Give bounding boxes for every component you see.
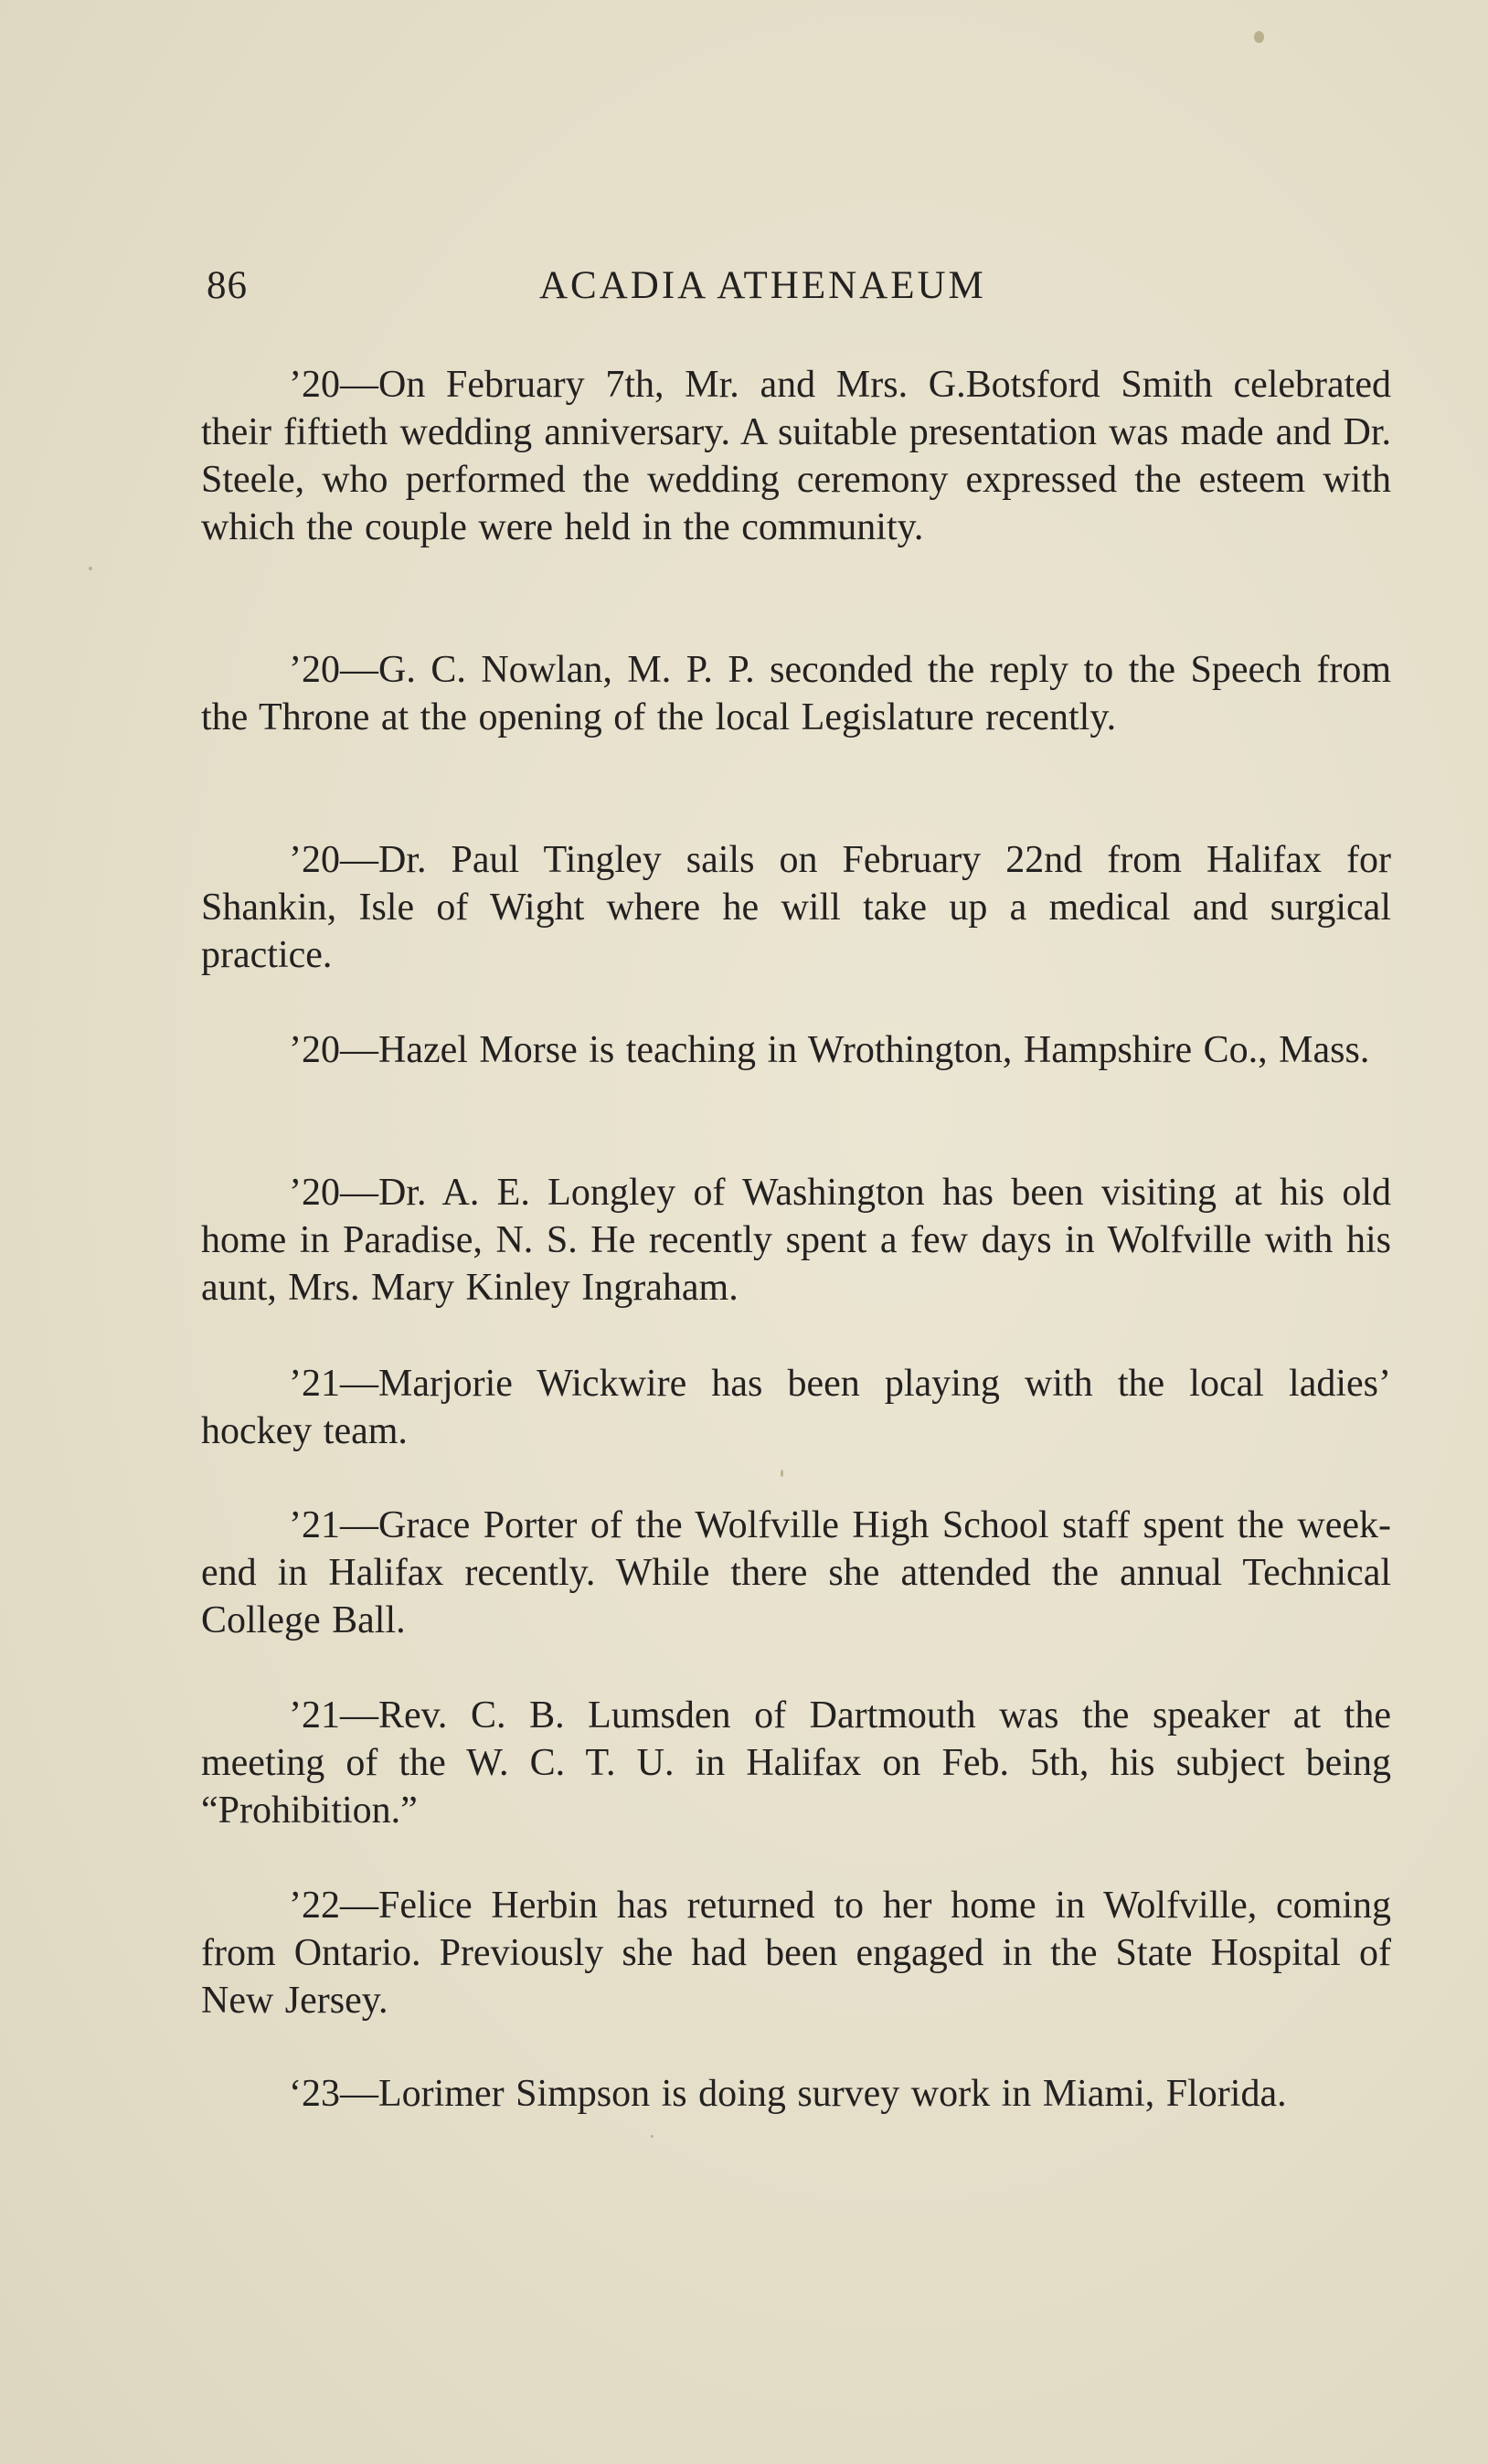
alumni-note: ’22—Felice Herbin has returned to her home in Wolfville, coming from Ontario. Previously she had been engaged in the State Hospital of New Jersey. <box>201 1885 1391 2022</box>
alumni-note: ’21—Marjorie Wickwire has been playing with the local ladies’ hockey team. <box>201 1363 1391 1452</box>
alumni-note: ’20—Dr. A. E. Longley of Washington has been visiting at his old home in Paradise, N. S. He recently spent a few days in Wolfville with his aunt, Mrs. Mary Kinley Ingraham. <box>201 1172 1391 1309</box>
alumni-note: ’20—On February 7th, Mr. and Mrs. G.Botsford Smith celebrated their fiftieth wedding anniversary. A suitable presentation was made and Dr. Steele, who performed the wedding ceremony expressed the esteem with which the couple were held in the community. <box>201 364 1391 548</box>
alumni-note: ‘23—Lorimer Simpson is doing survey work in Miami, Florida. <box>289 2073 1287 2115</box>
alumni-note: ’21—Grace Porter of the Wolfville High School staff spent the week-end in Halifax recently. While there she attended the annual Technical College Ball. <box>201 1504 1391 1641</box>
paper-speck <box>1254 31 1264 43</box>
paper-speck <box>651 2135 654 2138</box>
paper-speck <box>89 567 92 570</box>
running-title: ACADIA ATHENAEUM <box>539 264 986 307</box>
alumni-note: ’20—Dr. Paul Tingley sails on February 22nd from Halifax for Shankin, Isle of Wight where he will take up a medical and surgical practice. <box>201 839 1391 976</box>
alumni-note: ’21—Rev. C. B. Lumsden of Dartmouth was the speaker at the meeting of the W. C. T. U. in Halifax on Feb. 5th, his subject being “Prohibition.” <box>201 1694 1391 1832</box>
page-number: 86 <box>207 264 248 307</box>
page-header <box>207 263 1395 318</box>
paper-speck <box>781 1470 783 1477</box>
alumni-note: ’20—Hazel Morse is teaching in Wrothington, Hampshire Co., Mass. <box>289 1029 1370 1071</box>
alumni-note: ’20—G. C. Nowlan, M. P. P. seconded the reply to the Speech from the Throne at the opening of the local Legislature recently. <box>201 649 1391 738</box>
